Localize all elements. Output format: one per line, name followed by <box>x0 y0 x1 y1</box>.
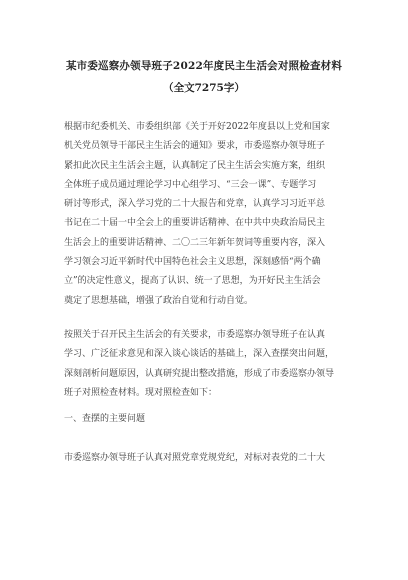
document-subtitle: （全文7275字） <box>163 82 245 94</box>
text-line: 全体班子成员通过理论学习中心组学习、“三会一课”、专题学习 <box>64 179 317 190</box>
text-line: 研讨等形式，深入学习党的二十大报告和党章，认真学习习近平总 <box>64 199 326 210</box>
text-line: 书记在二十届一中全会上的重要讲话精神、在中共中央政治局民主 <box>64 218 326 229</box>
heading-line: 一、查摆的主要问题 <box>64 414 146 424</box>
paragraph-section-body <box>64 449 354 468</box>
text-line: 深刻剖析问题原因，认真研究提出整改措施，形成了市委巡察办领导 <box>64 368 335 379</box>
text-line: 根据市纪委机关、市委组织部《关于开好2022年度县以上党和国家 <box>64 122 330 132</box>
text-line: 奠定了思想基础，增强了政治自觉和行动自觉。 <box>64 295 254 306</box>
text-line: 班子对照检查材料。现对照检查如下： <box>64 387 218 398</box>
text-line: 市委巡察办领导班子认真对照党章党规党纪，对标对表党的二十大 <box>64 453 326 463</box>
paragraph-intro <box>64 118 354 311</box>
text-line: 学习领会习近平新时代中国特色社会主义思想，深刻感悟“两个确 <box>64 257 321 268</box>
section-heading <box>64 410 354 429</box>
text-line: 生活会上的重要讲话精神、二〇二三年新年贺词等重要内容，深入 <box>64 237 326 248</box>
document-title: 某市委巡察办领导班子2022年度民主生活会对照检查材料 <box>65 60 343 72</box>
text-line: 立”的决定性意义，提高了认识、统一了思想，为开好民主生活会 <box>64 276 321 287</box>
paragraph-requirements <box>64 326 354 403</box>
text-line: 机关党员领导干部民主生活会的通知》要求，市委巡察办领导班子 <box>64 141 326 152</box>
text-line: 按照关于召开民主生活会的有关要求，市委巡察办领导班子在认真 <box>64 330 326 340</box>
text-line: 紧扣此次民主生活会主题，认真制定了民主生活会实施方案，组织 <box>64 160 326 171</box>
text-line: 学习、广泛征求意见和深入谈心谈话的基础上，深入查摆突出问题， <box>64 349 335 360</box>
